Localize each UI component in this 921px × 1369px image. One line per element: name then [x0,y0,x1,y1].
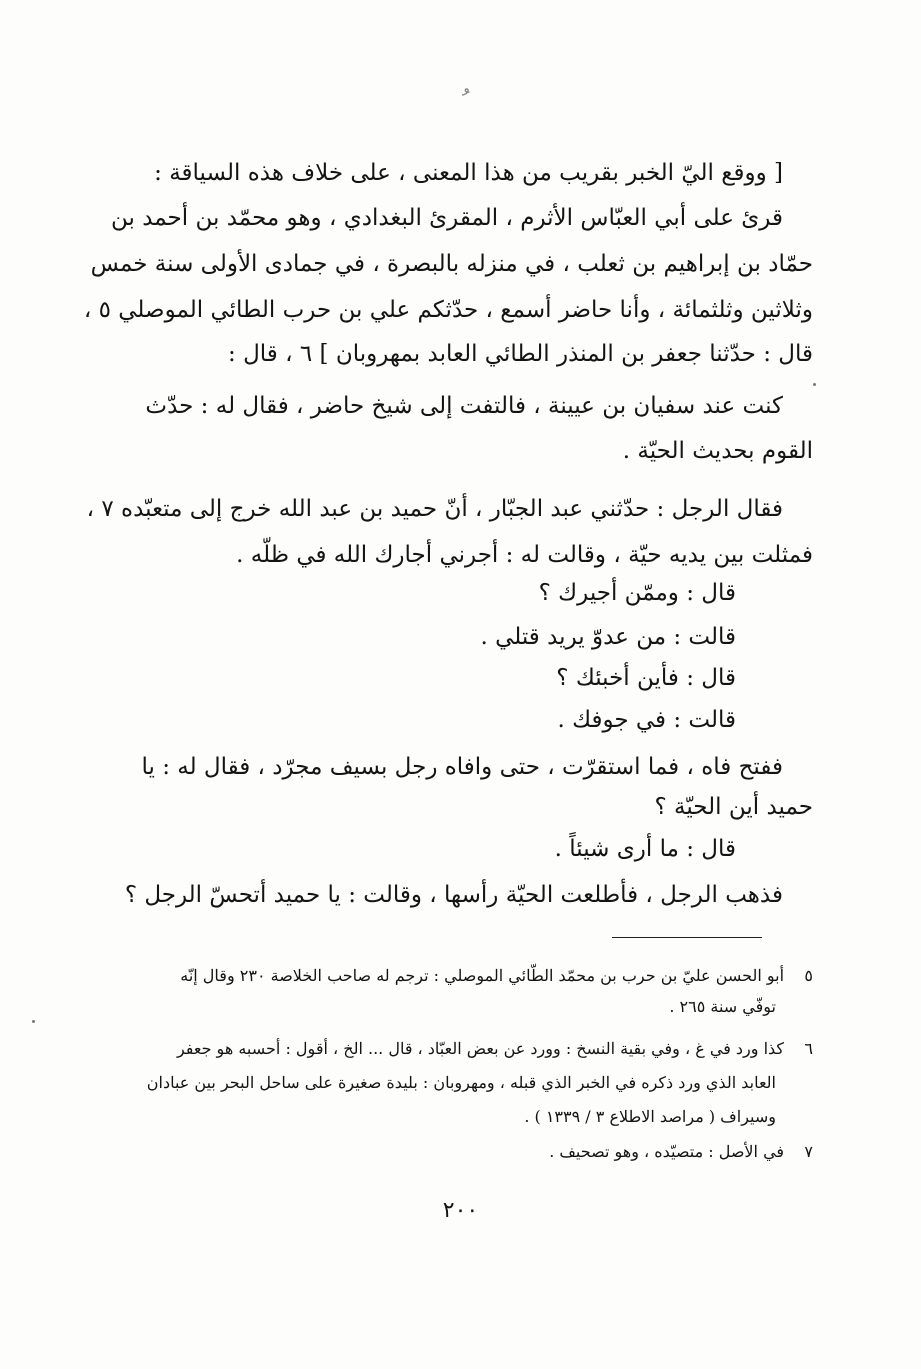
paragraph3-line-2: حميد أين الحيّة ؟ [654,794,813,820]
paragraph4-line: فذهب الرجل ، فأطلعت الحيّة رأسها ، وقالت : يا حميد أتحسّ الرجل ؟ [124,882,783,908]
dialogue-line-3: قال : فأين أخبئك ؟ [556,665,736,691]
footnote-5-line-2: توفّي سنة ٢٦٥ . [669,997,776,1016]
isnad-line-4: قال : حدّثنا جعفر بن المنذر الطائي العابد بمهروبان ] ٦ ، قال : [228,341,813,367]
dialogue-line-4: قالت : في جوفك . [557,707,736,733]
footnote-6-line-3: وسيراف ( مراصد الاطلاع ٣ / ١٣٣٩ ) . [524,1107,776,1126]
footnote-6-text-1 [177,1038,813,1060]
paragraph3-line-1: ففتح فاه ، فما استقرّت ، حتى وافاه رجل بسيف مجرّد ، فقال له : يا [141,754,783,780]
dialogue-line-1: قال : وممّن أجيرك ؟ [538,580,736,606]
dialogue-line-2: قالت : من عدوّ يريد قتلي . [480,624,736,650]
scan-speck [32,1020,35,1023]
footnote-7-text-1 [549,1141,813,1163]
footnote-6-line-1: كذا ورد في غ ، وفي بقية النسخ : وورد عن بعض العبّاد ، قال ... الخ ، أقول : أحسبه هو جعفر [176,1039,785,1058]
isnad-line-2: حمّاد بن إبراهيم بن ثعلب ، في منزله بالبصرة ، في جمادى الأولى سنة خمس [90,251,813,277]
footnote-7-number: ٧ [804,1142,813,1161]
paragraph2-line-2: فمثلت بين يديه حيّة ، وقالت له : أجرني أجارك الله في ظلّه . [236,542,813,568]
scan-speck [813,383,816,386]
answer-line: قال : ما أرى شيئاً . [554,836,736,862]
margin-mark: ﹸ [462,88,470,118]
intro-line: [ ووقع اليّ الخبر بقريب من هذا المعنى ، على خلاف هذه السياقة : [154,160,783,186]
footnote-6-line-2: العابد الذي ورد ذكره في الخبر الذي قبله ، ومهروبان : بليدة صغيرة على ساحل البحر بين عبادان [146,1073,776,1092]
paragraph1-line-1: كنت عند سفيان بن عيينة ، فالتفت إلى شيخ حاضر ، فقال له : حدّث [145,393,783,419]
paragraph2-line-1: فقال الرجل : حدّثني عبد الجبّار ، أنّ حميد بن عبد الله خرج إلى متعبّده ٧ ، [86,496,783,522]
footnote-separator [612,937,762,938]
footnote-6-number: ٦ [804,1039,813,1058]
footnote-7-line-1: في الأصل : متصيّده ، وهو تصحيف . [549,1142,785,1161]
page-number: ٢٠٠ [442,1198,479,1223]
isnad-line-3: وثلاثين وثلثمائة ، وأنا حاضر أسمع ، حدّثكم علي بن حرب الطائي الموصلي ٥ ، [83,297,813,323]
footnote-5-number: ٥ [804,966,813,985]
footnote-5-text-1 [180,965,813,987]
paragraph1-line-2: القوم بحديث الحيّة . [622,438,813,464]
footnote-5-line-1: أبو الحسن عليّ بن حرب بن محمّد الطّائي الموصلي : ترجم له صاحب الخلاصة ٢٣٠ وقال إنّه [180,966,785,985]
isnad-line-1: قرئ على أبي العبّاس الأثرم ، المقرئ البغدادي ، وهو محمّد بن أحمد بن [110,205,783,231]
